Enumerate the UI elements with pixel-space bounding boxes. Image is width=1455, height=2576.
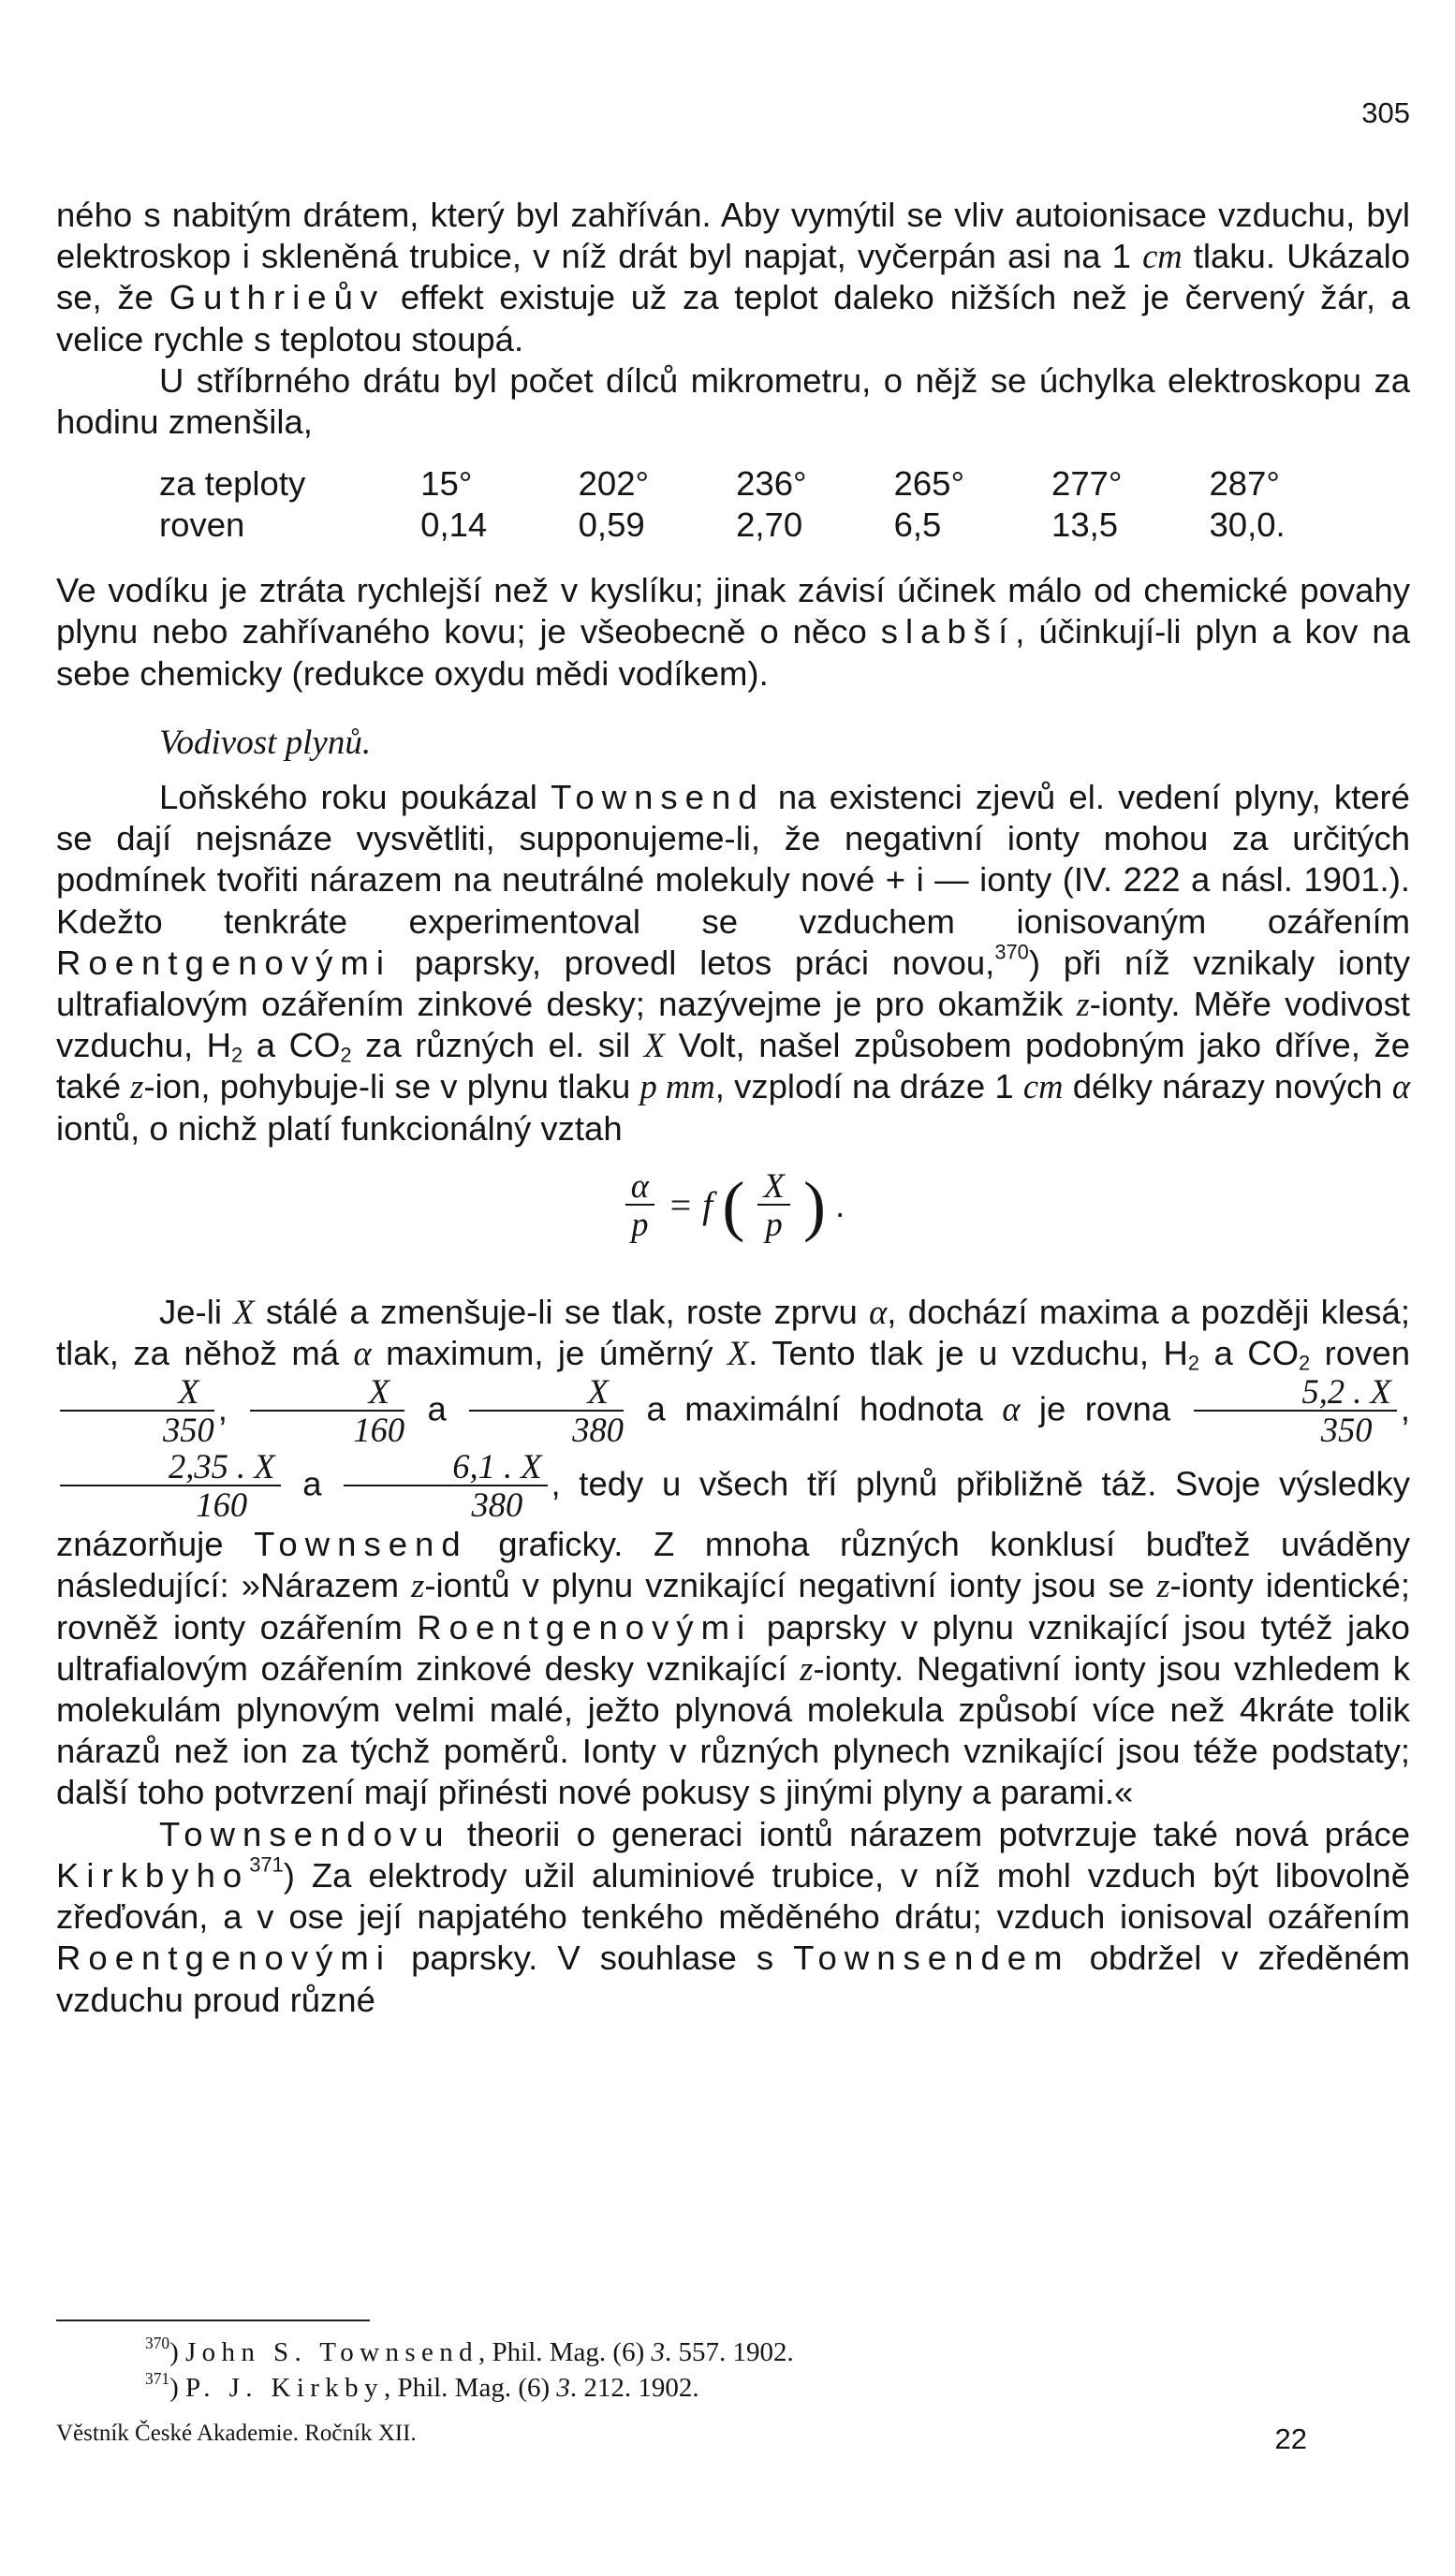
numerator: α <box>625 1168 654 1206</box>
text: Ve vodíku je ztráta rychlejší než v kyslíku; jinak závisí účinek málo od chemické povahy plynu nebo zahřívaného kovu; je všeobecně o něco <box>56 571 1410 651</box>
text: roven <box>1310 1334 1410 1373</box>
math-var: X <box>233 1292 255 1331</box>
table-cell: 0,59 <box>578 505 645 545</box>
text: , Phil. Mag. (6) <box>383 2373 557 2403</box>
text: stálé a zmenšuje-li se tlak, roste zprvu <box>254 1292 870 1331</box>
denominator: 350 <box>163 1411 214 1450</box>
comma: , <box>1400 1389 1410 1428</box>
math-var: z <box>800 1648 814 1688</box>
text: paprsky v plynu vznikající jsou tytéž jako ultrafialovým ozářením zinkové desky vznikající <box>56 1607 1410 1688</box>
text: na existenci zjevů el. vedení plyny, které se dají nejsnáze vysvětliti, supponujeme-li, že negativní ionty mohou za určitých podmínek tvořiti nárazem na neutrálné molekuly nové + i — ionty (IV. 222 a násl. 1901.). Kdežto tenkráte experimentoval se vzduchem ionisovaným ozářením <box>56 778 1410 941</box>
text: a maximální hodnota <box>627 1389 1003 1428</box>
table-cell: 15° <box>420 464 473 504</box>
equals-f: = f <box>668 1183 713 1226</box>
author-name: Guthrieův <box>169 278 386 317</box>
text: maximum, je úměrný <box>371 1334 728 1373</box>
denominator: p <box>631 1204 649 1243</box>
table-cell: 6,5 <box>893 505 942 545</box>
math-var: X <box>643 1026 666 1065</box>
unit: cm <box>1022 1067 1064 1106</box>
table-cell: 0,14 <box>420 505 488 545</box>
author-name: Townsendem <box>793 1939 1070 1978</box>
denominator: 160 <box>196 1486 248 1525</box>
math-var: z <box>130 1067 144 1106</box>
footnote-ref: 370 <box>994 940 1029 964</box>
author-name: John S. Townsend <box>185 2337 479 2367</box>
table-cell: 277° <box>1051 464 1123 504</box>
denominator: p <box>765 1204 783 1243</box>
footnotes <box>145 2334 794 2406</box>
text: za různých el. sil <box>351 1026 644 1065</box>
left-paren: ( <box>722 1167 745 1243</box>
page-number: 305 <box>1361 96 1410 129</box>
paragraph-6 <box>56 1814 1410 2021</box>
table-cell: 13,5 <box>1051 505 1119 545</box>
text: ) <box>169 2373 186 2403</box>
paragraph-5 <box>56 1292 1410 1814</box>
math-var: X <box>728 1334 749 1373</box>
denominator: 350 <box>1320 1411 1373 1450</box>
text: -iontů v plynu vznikající negativní ionty jsou se <box>424 1566 1157 1605</box>
text: effekt existuje už za teplot daleko nižších než je červený žár, a velice rychle s teplotou stoupá. <box>56 278 1410 359</box>
fraction-alpha-over-p <box>625 1165 654 1243</box>
author-name: Roentgenovými <box>56 1939 392 1978</box>
volume: 3 <box>556 2373 570 2403</box>
footer <box>56 2421 1410 2455</box>
text: Volt, našel způsobem podobným jako dříve, že také <box>56 1026 1410 1106</box>
numerator: X <box>469 1374 624 1412</box>
author-name: Kirkbyho <box>56 1855 250 1895</box>
text: tlaku. Ukázalo se, že <box>56 237 1411 317</box>
author-name: P. J. Kirkby <box>185 2373 384 2403</box>
math-var: α <box>1391 1067 1410 1106</box>
volume: 3 <box>651 2337 665 2367</box>
footnote <box>145 2334 794 2370</box>
text: ) <box>169 2337 186 2367</box>
numerator: X <box>60 1374 214 1412</box>
fraction <box>250 1374 404 1449</box>
author-name: Townsend <box>254 1525 468 1564</box>
math-var: α <box>1002 1389 1021 1428</box>
paragraph-2: U stříbrného drátu byl počet dílců mikrometru, o nějž se úchylka elektroskopu za hodinu zmenšila, <box>56 360 1410 442</box>
footnote-number: 371 <box>145 2368 170 2388</box>
journal-name: Věstník České Akademie. Ročník XII. <box>56 2421 417 2446</box>
numerator: X <box>250 1374 404 1412</box>
text: graficky. Z mnoha různých konklusí buďtež uváděny následující: »Nárazem <box>56 1525 1411 1605</box>
fraction <box>1194 1374 1397 1449</box>
table-cell: 236° <box>736 464 807 504</box>
table-row-temperatures <box>159 463 1367 505</box>
fraction <box>469 1374 624 1449</box>
author-name: Roentgenovými <box>56 943 392 982</box>
right-paren: ) <box>802 1167 826 1243</box>
text: ného s nabitým drátem, který byl zahříván. Aby vymýtil se vliv autoionisace vzduchu, byl elektroskop i skleněná trubice, v níž drát byl napjat, vyčerpán asi na 1 <box>56 196 1410 276</box>
page <box>56 0 1410 2576</box>
numerator: 2,35 . X <box>60 1449 281 1486</box>
footnote <box>145 2370 794 2406</box>
paragraph-1 <box>56 195 1410 360</box>
text: iontů, o nichž platí funkcionálný vztah <box>56 1108 623 1148</box>
table-cell: 265° <box>893 464 965 504</box>
fraction <box>60 1449 281 1524</box>
text: a <box>302 1464 322 1503</box>
numerator: X <box>757 1168 789 1206</box>
table-cell: 30,0. <box>1209 505 1286 545</box>
footnote-number: 370 <box>145 2333 170 2352</box>
section-heading: Vodivost plynů. <box>159 723 372 762</box>
fraction <box>344 1449 547 1524</box>
footnote-ref: 371 <box>249 1852 284 1877</box>
text: paprsky. V souhlase s <box>391 1939 794 1978</box>
text: obdržel v zředěném vzduchu proud různé <box>56 1939 1410 2019</box>
text: je rovna <box>1020 1389 1190 1428</box>
subscript: 2 <box>340 1043 352 1067</box>
text: a CO <box>1199 1334 1300 1373</box>
text: a <box>427 1389 447 1428</box>
text: . 212. 1902. <box>569 2373 699 2403</box>
text: , dochází maxima a později klesá; tlak, za něhož má <box>56 1292 1410 1373</box>
math-var: z <box>1076 985 1090 1024</box>
emphasis: slabší <box>880 612 1016 651</box>
comma: , <box>217 1389 228 1428</box>
row-label: za teploty <box>159 464 306 504</box>
denominator: 380 <box>572 1411 625 1450</box>
math-var: z <box>1156 1566 1170 1605</box>
math-var: z <box>411 1566 425 1605</box>
numerator: 6,1 . X <box>344 1449 547 1486</box>
fraction-x-over-p <box>757 1165 789 1243</box>
math-var: p mm <box>639 1067 715 1106</box>
subscript: 2 <box>1187 1351 1200 1375</box>
table-cell: 287° <box>1209 464 1280 504</box>
text: délky nárazy nových <box>1063 1067 1392 1106</box>
text: -ionty. Měře vodivost vzduchu, H <box>56 985 1410 1065</box>
text: -ion, pohybuje-li se v plynu tlaku <box>143 1067 640 1106</box>
text: . Tento tlak je u vzduchu, H <box>748 1334 1188 1373</box>
author-name: Townsend <box>551 778 765 817</box>
numerator: 5,2 . X <box>1194 1374 1397 1412</box>
period: . <box>835 1185 845 1224</box>
footnote-rule <box>56 2320 370 2321</box>
table-row-values <box>159 505 1367 546</box>
text: ) Za elektrody užil aluminiové trubice, v níž mohl vzduch být libovolně zřeďován, a v ose její napjatého tenkého měděného drátu; vzduch ionisoval ozářením <box>56 1855 1410 1937</box>
text: , účinkují-li plyn a kov na sebe chemicky (redukce oxydu mědi vodíkem). <box>56 612 1410 693</box>
row-label: roven <box>159 505 245 545</box>
text: Je-li <box>159 1292 234 1331</box>
math-var: α <box>869 1292 888 1331</box>
denominator: 160 <box>353 1411 405 1450</box>
subscript: 2 <box>1299 1351 1311 1375</box>
text: , vzplodí na dráze 1 <box>714 1067 1023 1106</box>
text: Loňského roku poukázal <box>159 778 551 817</box>
fraction <box>60 1374 214 1449</box>
text: -ionty. Negativní ionty jsou vzhledem k molekulám plynovým velmi malé, ježto plynová molekula způsobí více než 4kráte tolik nárazů než ion za týchž poměrů. Ionty v různých plynech vznikající jsou téže podstaty; další toho potvrzení mají přinésti nové pokusy s jinými plyny a parami.« <box>56 1648 1410 1812</box>
math-var: α <box>353 1334 372 1373</box>
author-name: Roentgenovými <box>417 1607 753 1647</box>
text: a CO <box>242 1026 341 1065</box>
denominator: 380 <box>471 1486 523 1525</box>
author-name: Townsendovu <box>159 1814 451 1853</box>
text: paprsky, provedl letos práci novou, <box>391 943 995 982</box>
unit: cm <box>1142 237 1183 276</box>
body-text <box>56 195 1410 2021</box>
paragraph-3 <box>56 570 1410 695</box>
sheet-number: 22 <box>1274 2422 1307 2455</box>
formula <box>56 1165 1410 1271</box>
text: , Phil. Mag. (6) <box>478 2337 652 2367</box>
table-cell: 2,70 <box>736 505 803 545</box>
paragraph-4 <box>56 777 1410 1149</box>
temperature-table <box>159 463 1367 546</box>
text: . 557. 1902. <box>665 2337 794 2367</box>
text: theorii o generaci iontů nárazem potvrzuje také nová práce <box>450 1814 1410 1853</box>
table-cell: 202° <box>578 464 650 504</box>
text: , tedy u všech tří plynů přibližně táž. Svoje výsledky znázorňuje <box>56 1464 1410 1564</box>
text: -ionty identické; rovněž ionty ozářením <box>56 1566 1410 1647</box>
subscript: 2 <box>231 1043 243 1067</box>
text: ) při níž vznikaly ionty ultrafialovým ozářením zinkové desky; nazývejme je pro okamžik <box>56 943 1411 1024</box>
